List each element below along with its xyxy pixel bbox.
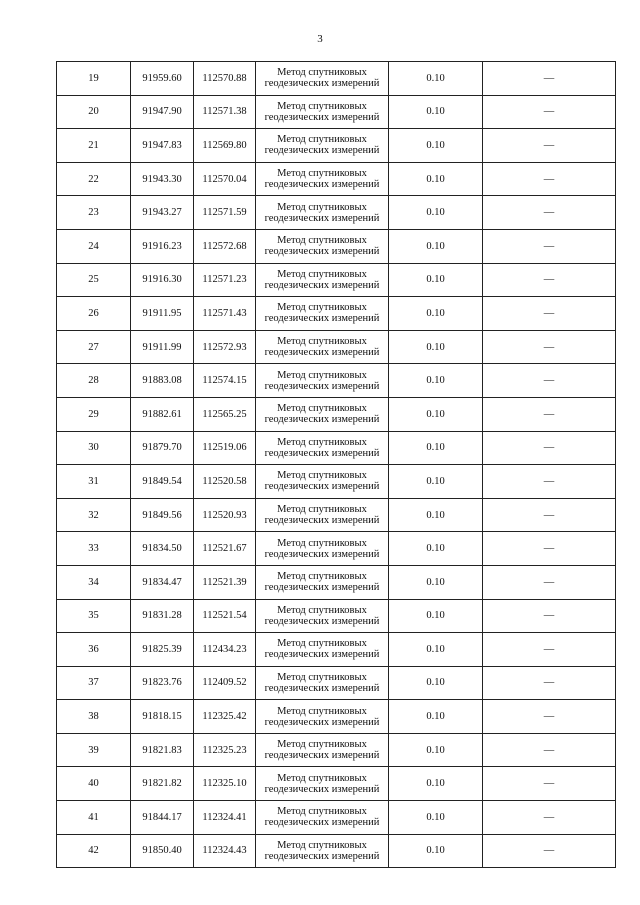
method-line-2: геодезических измерений xyxy=(264,279,380,291)
x-coordinate-cell: 91959.60 xyxy=(131,62,194,96)
method-line-1: Метод спутниковых xyxy=(277,739,367,751)
table-row xyxy=(57,599,616,633)
method-cell xyxy=(256,733,389,767)
accuracy-cell: 0.10 xyxy=(389,565,483,599)
method-line-2: геодезических измерений xyxy=(264,447,380,459)
note-cell: — xyxy=(483,364,616,398)
method-line-1: Метод спутниковых xyxy=(277,100,367,112)
accuracy-cell: 0.10 xyxy=(389,700,483,734)
method-cell xyxy=(256,599,389,633)
accuracy-cell: 0.10 xyxy=(389,532,483,566)
accuracy-cell: 0.10 xyxy=(389,801,483,835)
point-number-cell: 23 xyxy=(57,196,131,230)
accuracy-cell: 0.10 xyxy=(389,465,483,499)
method-cell xyxy=(256,801,389,835)
method-line-1: Метод спутниковых xyxy=(277,537,367,549)
y-coordinate-cell: 112521.54 xyxy=(194,599,256,633)
method-line-2: геодезических измерений xyxy=(264,145,380,157)
method-cell xyxy=(256,700,389,734)
table-row xyxy=(57,397,616,431)
note-cell: — xyxy=(483,95,616,129)
point-number-cell: 39 xyxy=(57,733,131,767)
note-cell: — xyxy=(483,767,616,801)
y-coordinate-cell: 112324.43 xyxy=(194,834,256,868)
y-coordinate-cell: 112569.80 xyxy=(194,129,256,163)
method-line-2: геодезических измерений xyxy=(264,615,380,627)
x-coordinate-cell: 91911.99 xyxy=(131,330,194,364)
method-line-1: Метод спутниковых xyxy=(277,470,367,482)
method-line-1: Метод спутниковых xyxy=(277,67,367,79)
point-number-cell: 19 xyxy=(57,62,131,96)
y-coordinate-cell: 112571.59 xyxy=(194,196,256,230)
y-coordinate-cell: 112571.43 xyxy=(194,297,256,331)
accuracy-cell: 0.10 xyxy=(389,62,483,96)
note-cell: — xyxy=(483,465,616,499)
y-coordinate-cell: 112324.41 xyxy=(194,801,256,835)
page-number: 3 xyxy=(317,33,323,45)
table-row xyxy=(57,834,616,868)
y-coordinate-cell: 112572.68 xyxy=(194,229,256,263)
table-row xyxy=(57,129,616,163)
accuracy-cell: 0.10 xyxy=(389,196,483,230)
table-row xyxy=(57,330,616,364)
note-cell: — xyxy=(483,532,616,566)
x-coordinate-cell: 91911.95 xyxy=(131,297,194,331)
x-coordinate-cell: 91916.23 xyxy=(131,229,194,263)
table-row xyxy=(57,565,616,599)
method-line-2: геодезических измерений xyxy=(264,582,380,594)
table-row xyxy=(57,733,616,767)
y-coordinate-cell: 112325.42 xyxy=(194,700,256,734)
y-coordinate-cell: 112325.23 xyxy=(194,733,256,767)
point-number-cell: 35 xyxy=(57,599,131,633)
method-cell xyxy=(256,162,389,196)
point-number-cell: 21 xyxy=(57,129,131,163)
method-line-1: Метод спутниковых xyxy=(277,201,367,213)
accuracy-cell: 0.10 xyxy=(389,162,483,196)
y-coordinate-cell: 112325.10 xyxy=(194,767,256,801)
method-line-1: Метод спутниковых xyxy=(277,604,367,616)
table-row xyxy=(57,229,616,263)
point-number-cell: 41 xyxy=(57,801,131,835)
method-cell xyxy=(256,364,389,398)
note-cell: — xyxy=(483,330,616,364)
x-coordinate-cell: 91849.54 xyxy=(131,465,194,499)
method-line-1: Метод спутниковых xyxy=(277,671,367,683)
method-line-1: Метод спутниковых xyxy=(277,638,367,650)
method-cell xyxy=(256,129,389,163)
point-number-cell: 42 xyxy=(57,834,131,868)
x-coordinate-cell: 91849.56 xyxy=(131,498,194,532)
method-cell xyxy=(256,297,389,331)
x-coordinate-cell: 91834.47 xyxy=(131,565,194,599)
point-number-cell: 34 xyxy=(57,565,131,599)
x-coordinate-cell: 91834.50 xyxy=(131,532,194,566)
y-coordinate-cell: 112519.06 xyxy=(194,431,256,465)
method-line-2: геодезических измерений xyxy=(264,716,380,728)
point-number-cell: 24 xyxy=(57,229,131,263)
y-coordinate-cell: 112570.88 xyxy=(194,62,256,96)
y-coordinate-cell: 112565.25 xyxy=(194,397,256,431)
method-line-1: Метод спутниковых xyxy=(277,839,367,851)
y-coordinate-cell: 112571.23 xyxy=(194,263,256,297)
table-row xyxy=(57,666,616,700)
table-row xyxy=(57,465,616,499)
method-line-1: Метод спутниковых xyxy=(277,302,367,314)
point-number-cell: 40 xyxy=(57,767,131,801)
note-cell: — xyxy=(483,162,616,196)
y-coordinate-cell: 112434.23 xyxy=(194,633,256,667)
method-cell xyxy=(256,62,389,96)
method-line-2: геодезических измерений xyxy=(264,850,380,862)
x-coordinate-cell: 91818.15 xyxy=(131,700,194,734)
method-cell xyxy=(256,666,389,700)
note-cell: — xyxy=(483,62,616,96)
accuracy-cell: 0.10 xyxy=(389,767,483,801)
method-line-2: геодезических измерений xyxy=(264,246,380,258)
x-coordinate-cell: 91831.28 xyxy=(131,599,194,633)
method-cell xyxy=(256,330,389,364)
method-line-1: Метод спутниковых xyxy=(277,436,367,448)
table-row xyxy=(57,532,616,566)
point-number-cell: 32 xyxy=(57,498,131,532)
x-coordinate-cell: 91850.40 xyxy=(131,834,194,868)
method-cell xyxy=(256,196,389,230)
accuracy-cell: 0.10 xyxy=(389,397,483,431)
method-line-1: Метод спутниковых xyxy=(277,403,367,415)
accuracy-cell: 0.10 xyxy=(389,599,483,633)
method-line-2: геодезических измерений xyxy=(264,78,380,90)
table-row xyxy=(57,162,616,196)
x-coordinate-cell: 91879.70 xyxy=(131,431,194,465)
point-number-cell: 37 xyxy=(57,666,131,700)
point-number-cell: 22 xyxy=(57,162,131,196)
note-cell: — xyxy=(483,565,616,599)
method-line-2: геодезических измерений xyxy=(264,111,380,123)
method-line-1: Метод спутниковых xyxy=(277,168,367,180)
method-line-1: Метод спутниковых xyxy=(277,235,367,247)
point-number-cell: 36 xyxy=(57,633,131,667)
table-row xyxy=(57,700,616,734)
note-cell: — xyxy=(483,297,616,331)
point-number-cell: 27 xyxy=(57,330,131,364)
method-line-1: Метод спутниковых xyxy=(277,504,367,516)
x-coordinate-cell: 91943.27 xyxy=(131,196,194,230)
x-coordinate-cell: 91844.17 xyxy=(131,801,194,835)
method-cell xyxy=(256,465,389,499)
method-cell xyxy=(256,834,389,868)
accuracy-cell: 0.10 xyxy=(389,297,483,331)
method-line-2: геодезических измерений xyxy=(264,817,380,829)
accuracy-cell: 0.10 xyxy=(389,229,483,263)
method-line-2: геодезических измерений xyxy=(264,515,380,527)
method-line-2: геодезических измерений xyxy=(264,649,380,661)
note-cell: — xyxy=(483,129,616,163)
y-coordinate-cell: 112409.52 xyxy=(194,666,256,700)
table-row xyxy=(57,196,616,230)
accuracy-cell: 0.10 xyxy=(389,666,483,700)
accuracy-cell: 0.10 xyxy=(389,431,483,465)
method-line-2: геодезических измерений xyxy=(264,481,380,493)
accuracy-cell: 0.10 xyxy=(389,364,483,398)
x-coordinate-cell: 91883.08 xyxy=(131,364,194,398)
table-row xyxy=(57,767,616,801)
method-line-2: геодезических измерений xyxy=(264,750,380,762)
point-number-cell: 30 xyxy=(57,431,131,465)
point-number-cell: 25 xyxy=(57,263,131,297)
y-coordinate-cell: 112571.38 xyxy=(194,95,256,129)
method-line-1: Метод спутниковых xyxy=(277,806,367,818)
table-row xyxy=(57,633,616,667)
method-cell xyxy=(256,229,389,263)
note-cell: — xyxy=(483,229,616,263)
point-number-cell: 28 xyxy=(57,364,131,398)
accuracy-cell: 0.10 xyxy=(389,263,483,297)
note-cell: — xyxy=(483,633,616,667)
accuracy-cell: 0.10 xyxy=(389,498,483,532)
accuracy-cell: 0.10 xyxy=(389,95,483,129)
method-line-2: геодезических измерений xyxy=(264,179,380,191)
table-body xyxy=(57,62,616,868)
point-number-cell: 20 xyxy=(57,95,131,129)
method-line-2: геодезических измерений xyxy=(264,313,380,325)
x-coordinate-cell: 91943.30 xyxy=(131,162,194,196)
accuracy-cell: 0.10 xyxy=(389,330,483,364)
method-line-1: Метод спутниковых xyxy=(277,772,367,784)
method-line-1: Метод спутниковых xyxy=(277,336,367,348)
method-line-2: геодезических измерений xyxy=(264,414,380,426)
method-cell xyxy=(256,263,389,297)
x-coordinate-cell: 91825.39 xyxy=(131,633,194,667)
point-number-cell: 29 xyxy=(57,397,131,431)
method-line-2: геодезических измерений xyxy=(264,548,380,560)
accuracy-cell: 0.10 xyxy=(389,633,483,667)
note-cell: — xyxy=(483,498,616,532)
method-cell xyxy=(256,633,389,667)
note-cell: — xyxy=(483,733,616,767)
y-coordinate-cell: 112521.39 xyxy=(194,565,256,599)
method-line-1: Метод спутниковых xyxy=(277,268,367,280)
table-row xyxy=(57,431,616,465)
x-coordinate-cell: 91821.83 xyxy=(131,733,194,767)
point-number-cell: 31 xyxy=(57,465,131,499)
y-coordinate-cell: 112570.04 xyxy=(194,162,256,196)
method-cell xyxy=(256,431,389,465)
method-cell xyxy=(256,767,389,801)
note-cell: — xyxy=(483,599,616,633)
x-coordinate-cell: 91916.30 xyxy=(131,263,194,297)
x-coordinate-cell: 91821.82 xyxy=(131,767,194,801)
y-coordinate-cell: 112574.15 xyxy=(194,364,256,398)
accuracy-cell: 0.10 xyxy=(389,834,483,868)
note-cell: — xyxy=(483,196,616,230)
note-cell: — xyxy=(483,801,616,835)
method-line-2: геодезических измерений xyxy=(264,347,380,359)
table-row xyxy=(57,263,616,297)
x-coordinate-cell: 91823.76 xyxy=(131,666,194,700)
y-coordinate-cell: 112520.58 xyxy=(194,465,256,499)
x-coordinate-cell: 91947.83 xyxy=(131,129,194,163)
method-cell xyxy=(256,95,389,129)
note-cell: — xyxy=(483,263,616,297)
table-row xyxy=(57,801,616,835)
method-line-1: Метод спутниковых xyxy=(277,369,367,381)
table-row xyxy=(57,498,616,532)
table-row xyxy=(57,297,616,331)
table-row xyxy=(57,62,616,96)
y-coordinate-cell: 112572.93 xyxy=(194,330,256,364)
note-cell: — xyxy=(483,700,616,734)
method-line-2: геодезических измерений xyxy=(264,212,380,224)
y-coordinate-cell: 112521.67 xyxy=(194,532,256,566)
method-line-1: Метод спутниковых xyxy=(277,705,367,717)
note-cell: — xyxy=(483,834,616,868)
method-line-2: геодезических измерений xyxy=(264,380,380,392)
method-cell xyxy=(256,498,389,532)
point-number-cell: 26 xyxy=(57,297,131,331)
note-cell: — xyxy=(483,666,616,700)
accuracy-cell: 0.10 xyxy=(389,129,483,163)
note-cell: — xyxy=(483,397,616,431)
point-number-cell: 33 xyxy=(57,532,131,566)
method-cell xyxy=(256,565,389,599)
method-line-2: геодезических измерений xyxy=(264,783,380,795)
x-coordinate-cell: 91947.90 xyxy=(131,95,194,129)
x-coordinate-cell: 91882.61 xyxy=(131,397,194,431)
method-line-1: Метод спутниковых xyxy=(277,571,367,583)
method-line-2: геодезических измерений xyxy=(264,682,380,694)
accuracy-cell: 0.10 xyxy=(389,733,483,767)
table-row xyxy=(57,364,616,398)
method-line-1: Метод спутниковых xyxy=(277,134,367,146)
method-cell xyxy=(256,532,389,566)
method-cell xyxy=(256,397,389,431)
point-number-cell: 38 xyxy=(57,700,131,734)
coordinates-table xyxy=(56,61,616,868)
table-row xyxy=(57,95,616,129)
y-coordinate-cell: 112520.93 xyxy=(194,498,256,532)
note-cell: — xyxy=(483,431,616,465)
